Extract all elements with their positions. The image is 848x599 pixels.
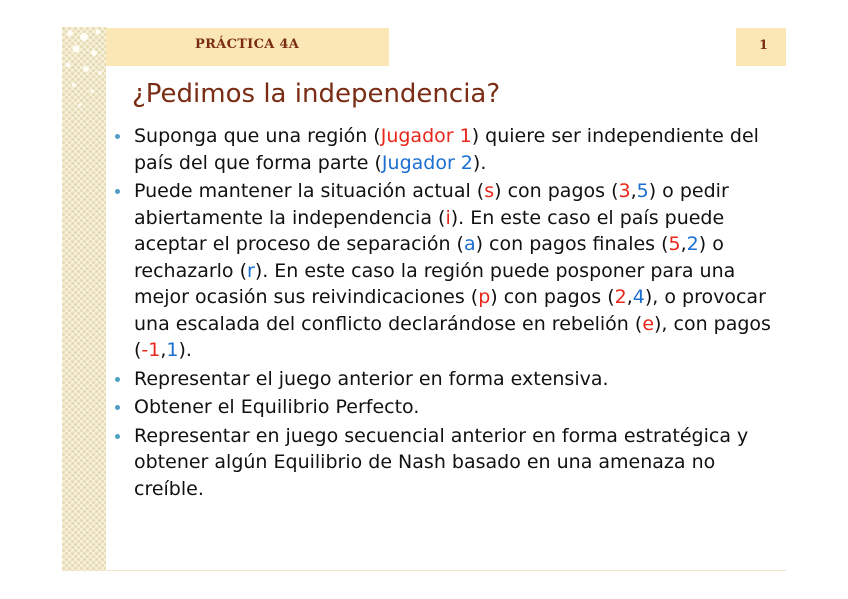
slide-title: ¿Pedimos la independencia? (132, 79, 501, 109)
highlighted-text: s (484, 180, 495, 202)
section-label: PRÁCTICA 4A (195, 37, 300, 52)
text-segment: , (680, 233, 687, 255)
text-segment: Obtener el Equilibrio Perfecto. (134, 396, 420, 418)
highlighted-text: 2 (686, 233, 699, 255)
text-segment: , (630, 180, 637, 202)
bottom-divider (106, 570, 786, 571)
text-segment: ), o provocar una escalada del conflicto declarándose en rebelión ( (134, 286, 766, 335)
text-segment: ). (178, 339, 192, 361)
page-number-band (736, 28, 786, 66)
text-segment: ) o rechazarlo ( (134, 233, 724, 282)
decorative-dots-icon (62, 27, 106, 117)
text-segment: ) con pagos ( (490, 286, 615, 308)
highlighted-text: Jugador 1 (380, 125, 472, 147)
highlighted-text: Jugador 2 (381, 151, 473, 174)
text-segment: ). En este caso la región puede posponer para una mejor ocasión sus reivindicaciones ( (134, 259, 736, 308)
text-segment: ) con pagos ( (494, 180, 619, 202)
text-segment: ), con pagos ( (134, 312, 771, 361)
text-segment: ) quiere ser independiente del país del que forma parte ( (134, 125, 759, 174)
highlighted-text: 1 (166, 339, 179, 361)
text-segment: ). En este caso el país puede aceptar el proceso de separación ( (134, 206, 725, 255)
text-segment: Representar el juego anterior en forma extensiva. (134, 367, 609, 390)
text-segment: ). (472, 151, 487, 174)
bullet-item (112, 423, 782, 503)
bullet-item (112, 178, 782, 364)
decorative-strip (62, 27, 106, 571)
highlighted-text: e (642, 312, 655, 335)
highlighted-text: 2 (614, 286, 627, 308)
bullet-item (112, 394, 782, 421)
text-segment: Suponga que una región ( (134, 125, 381, 147)
text-segment: ) o pedir abiertamente la independencia ( (134, 180, 729, 229)
text-segment: Puede mantener la situación actual ( (134, 180, 485, 202)
bullet-item (112, 123, 782, 176)
highlighted-text: p (478, 286, 491, 308)
text-segment: , (626, 286, 633, 308)
highlighted-text: 4 (632, 286, 645, 308)
highlighted-text: 5 (668, 233, 681, 255)
text-segment: ) con pagos finales ( (475, 233, 669, 255)
highlighted-text: r (247, 259, 255, 282)
highlighted-text: 5 (636, 180, 649, 202)
text-segment: Representar en juego secuencial anterior en forma estratégica y obtener algún Equilibrio de Nash basado en una amenaza no creíble. (134, 424, 749, 500)
bullet-item (112, 366, 782, 393)
highlighted-text: -1 (141, 339, 161, 361)
bullet-list (112, 123, 782, 504)
page-number: 1 (758, 38, 768, 53)
highlighted-text: 3 (618, 180, 631, 202)
slide (62, 27, 786, 571)
highlighted-text: i (445, 206, 451, 229)
highlighted-text: a (463, 233, 476, 255)
text-segment: , (160, 339, 167, 361)
